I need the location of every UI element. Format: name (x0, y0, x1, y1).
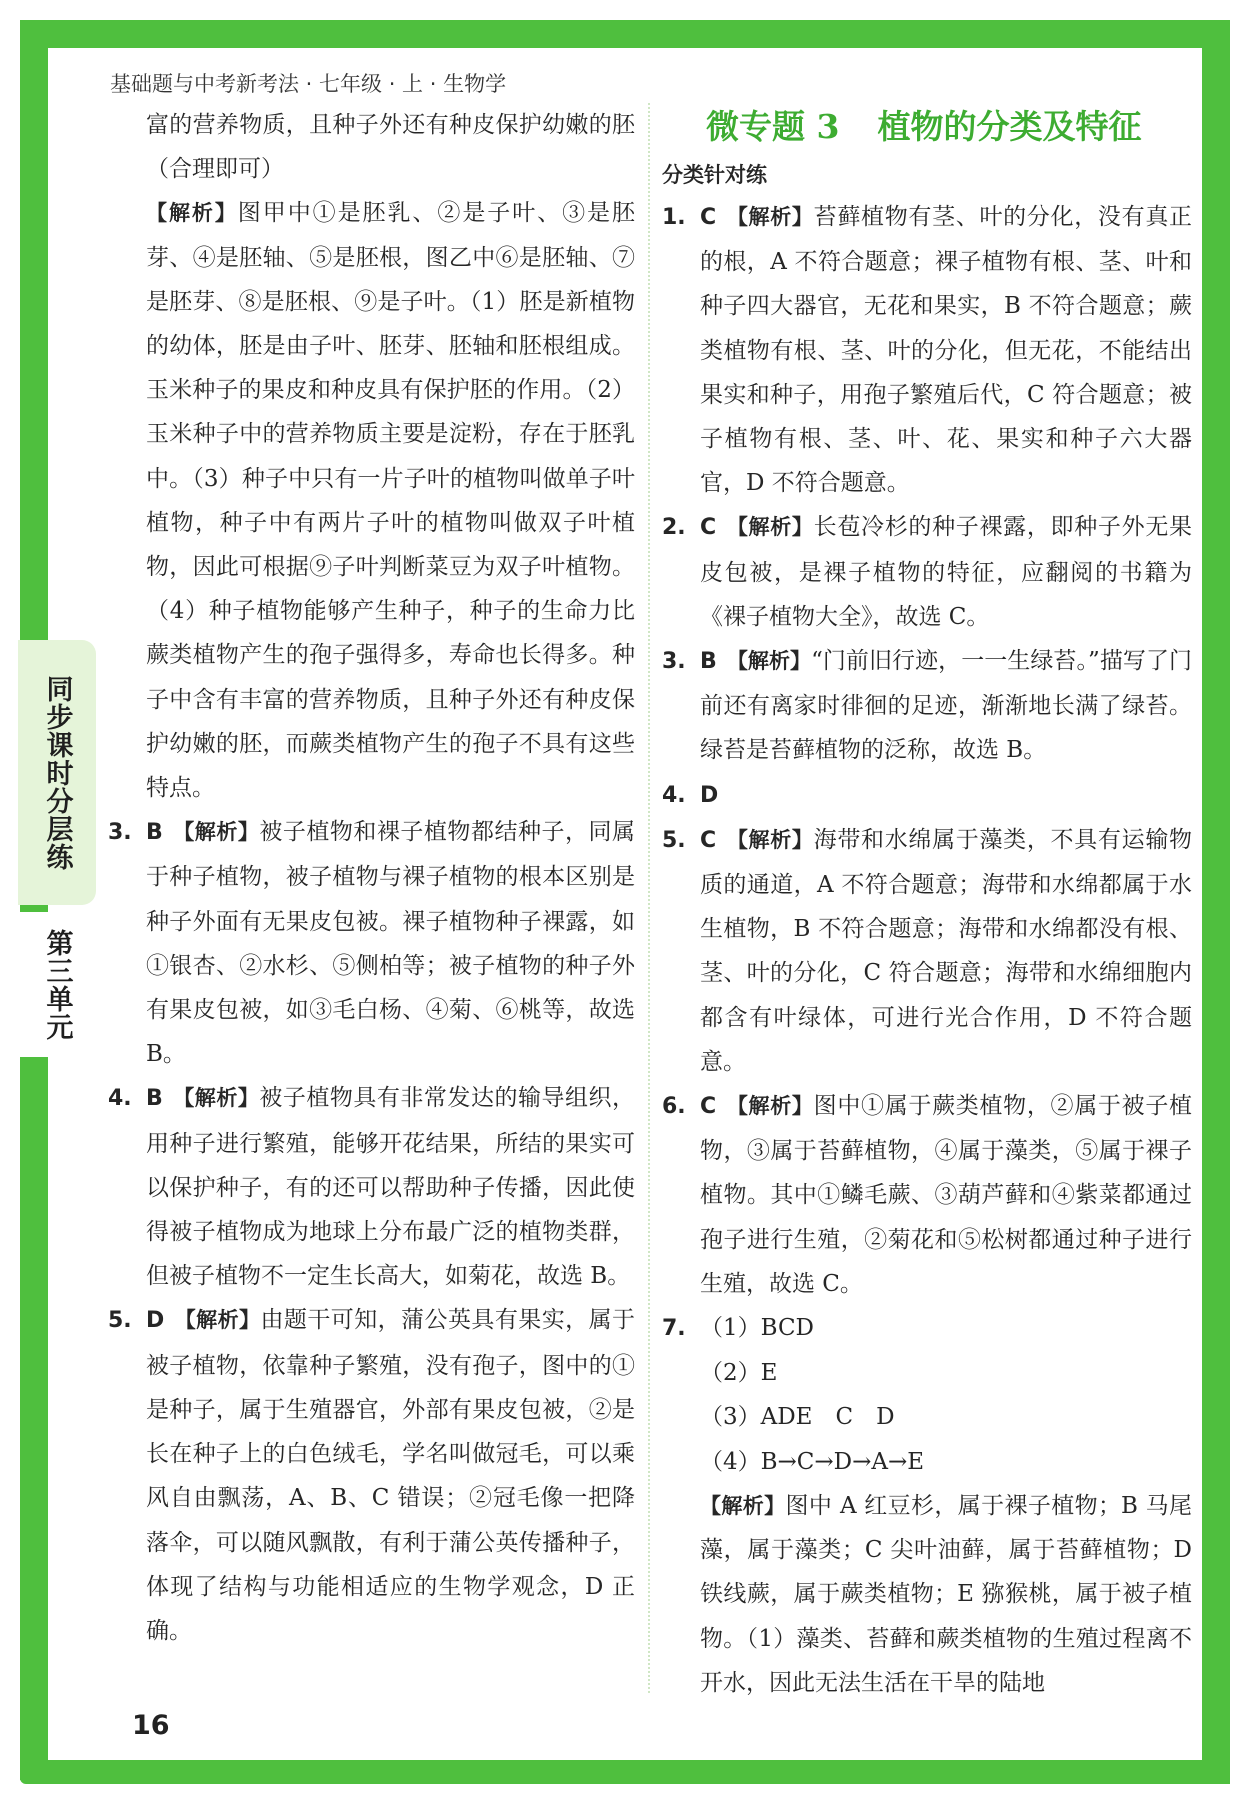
section-name: 植物的分类及特征 (877, 107, 1142, 146)
answer-item (662, 1084, 1192, 1306)
answer-letter: B (700, 649, 717, 675)
sub-answer: （1）BCD (700, 1315, 815, 1342)
answer-item (108, 1076, 635, 1298)
analysis-tag: 【解析】 (146, 201, 238, 226)
analysis-tag: 【解析】 (172, 1086, 260, 1111)
answer-item (108, 810, 635, 1076)
continuation-answer: 富的营养物质，且种子外还有种皮保护幼嫩的胚（合理即可） (146, 112, 635, 183)
item-number: 7. (662, 1316, 686, 1342)
item-number: 3. (108, 820, 132, 846)
continuation-analysis (662, 1484, 1192, 1705)
right-column (662, 103, 1192, 1705)
page-frame-bottom (20, 1760, 1230, 1784)
answer-item (662, 639, 1192, 773)
analysis-text: 图中 A 红豆杉，属于裸子植物；B 马尾藻，属于藻类；C 尖叶油藓，属于苔藓植物；D 铁线蕨，属于蕨类植物；E 猕猴桃，属于被子植物。（1）藻类、苔藓和蕨类植物的生殖过程离不开水，因此无法生活在干旱的陆地 (700, 1492, 1192, 1696)
analysis-text: 被子植物和裸子植物都结种子，同属于种子植物，被子植物与裸子植物的根本区别是种子外面有无果皮包被。裸子植物种子裸露，如①银杏、②水杉、⑤侧柏等；被子植物的种子外有果皮包被，如③毛白杨、④菊、⑥桃等，故选 B。 (146, 819, 636, 1068)
side-tab-sync-practice (18, 640, 96, 905)
analysis-text: 图中①属于蕨类植物，②属于被子植物，③属于苔藓植物，④属于藻类，⑤属于裸子植物。其中①鳞毛蕨、③葫芦藓和④紫菜都通过孢子进行生殖，②菊花和⑤松树都通过种子进行生殖，故选 C。 (700, 1093, 1193, 1297)
answer-letter: C (700, 515, 717, 541)
answer-letter: B (146, 1086, 163, 1112)
answer-letter: C (700, 1094, 717, 1120)
analysis-tag: 【解析】 (172, 820, 260, 845)
analysis-text: 被子植物具有非常发达的输导组织，用种子进行繁殖，能够开花结果，所结的果实可以保护种子，有的还可以帮助种子传播，因此使得被子植物成为地球上分布最广泛的植物类群，但被子植物不一定生长高大，如菊花，故选 B。 (146, 1085, 636, 1290)
analysis-text: 长苞冷杉的种子裸露，即种子外无果皮包被，是裸子植物的特征，应翻阅的书籍为《裸子植物大全》，故选 C。 (700, 514, 1193, 630)
section-title (662, 99, 1192, 155)
analysis-tag: 【解析】 (726, 827, 814, 852)
analysis-tag: 【解析】 (700, 1493, 786, 1518)
analysis-text: 海带和水绵属于藻类，不具有运输物质的通道，A 不符合题意；海带和水绵都属于水生植物，B 不符合题意；海带和水绵都没有根、茎、叶的分化，C 符合题意；海带和水绵细胞内都含有叶绿体，可进行光合作用，D 不符合题意。 (700, 826, 1193, 1075)
analysis-tag: 【解析】 (726, 515, 814, 540)
analysis-tag: 【解析】 (726, 205, 814, 229)
sub-answer: （4）B→C→D→A→E (700, 1448, 925, 1475)
analysis-tag: 【解析】 (726, 649, 812, 674)
answer-letter: B (146, 820, 163, 846)
analysis-tag: 【解析】 (726, 1094, 814, 1119)
answer-letter: C (700, 827, 717, 853)
subsection-heading: 分类针对练 (662, 163, 767, 187)
side-tab-unit (18, 912, 96, 1057)
analysis-tag: 【解析】 (174, 1308, 261, 1333)
section-number: 微专题 3 (706, 107, 840, 146)
answer-item (662, 195, 1192, 505)
running-header: 基础题与中考新考法 · 七年级 · 上 · 生物学 (110, 72, 507, 96)
side-tab-label: 第三单元 (41, 928, 73, 1041)
continuation-analysis (108, 191, 635, 810)
answer-item (662, 818, 1192, 1084)
answer-item (662, 505, 1192, 639)
item-number: 4. (662, 782, 686, 808)
page-frame-top (20, 20, 1230, 48)
analysis-text: 由题干可知，蒲公英具有果实，属于被子植物，依靠种子繁殖，没有孢子，图中的①是种子，属于生殖器官，外部有果皮包被，②是长在种子上的白色绒毛，学名叫做冠毛，可以乘风自由飘荡，A、B、C 错误；②冠毛像一把降落伞，可以随风飘散，有利于蒲公英传播种子，体现了结构与功能相适应的生物学观念，D 正确。 (146, 1307, 636, 1644)
item-number: 6. (662, 1094, 686, 1120)
analysis-text: 图甲中①是胚乳、②是子叶、③是胚芽、④是胚轴、⑤是胚根，图乙中⑥是胚轴、⑦是胚芽、⑧是胚根、⑨是子叶。（1）胚是新植物的幼体，胚是由子叶、胚芽、胚轴和胚根组成。玉米种子的果皮和种皮具有保护胚的作用。（2）玉米种子中的营养物质主要是淀粉，存在于胚乳中。（3）种子中只有一片子叶的植物叫做单子叶植物，种子中有两片子叶的植物叫做双子叶植物，因此可根据⑨子叶判断菜豆为双子叶植物。（4）种子植物能够产生种子，种子的生命力比蕨类植物产生的孢子强得多，寿命也长得多。种子中含有丰富的营养物质，且种子外还有种皮保护幼嫩的胚，而蕨类植物产生的孢子不具有这些特点。 (146, 200, 636, 802)
answer-item (662, 773, 1192, 818)
analysis-text: “门前旧行迹，一一生绿苔。”描写了门前还有离家时徘徊的足迹，渐渐地长满了绿苔。绿苔是苔藓植物的泛称，故选 B。 (700, 648, 1192, 764)
answer-item (662, 1306, 1192, 1351)
sub-answer: （3）ADE C D (700, 1404, 895, 1431)
analysis-text: 苔藓植物有茎、叶的分化，没有真正的根，A 不符合题意；裸子植物有根、茎、叶和种子四大器官，无花和果实，B 不符合题意；蕨类植物有根、茎、叶的分化，但无花，不能结出果实和种子，用孢子繁殖后代，C 符合题意；被子植物有根、茎、叶、花、果实和种子六大器官，D 不符合题意。 (700, 204, 1193, 497)
side-tab-label: 同步课时分层练 (41, 674, 73, 871)
item-number: 2. (662, 515, 686, 541)
page-number: 16 (132, 1710, 170, 1741)
left-column (108, 103, 635, 1653)
item-number: 5. (108, 1308, 132, 1334)
item-number: 5. (662, 827, 686, 853)
column-divider (648, 103, 650, 1693)
answer-letter: D (700, 782, 719, 808)
answer-letter: D (146, 1308, 165, 1334)
item-number: 1. (662, 205, 686, 230)
answer-item (108, 1298, 635, 1653)
sub-answer: （2）E (700, 1360, 778, 1387)
page-frame-right (1202, 20, 1230, 1784)
item-number: 3. (662, 649, 686, 675)
item-number: 4. (108, 1086, 132, 1112)
answer-letter: C (700, 205, 717, 230)
